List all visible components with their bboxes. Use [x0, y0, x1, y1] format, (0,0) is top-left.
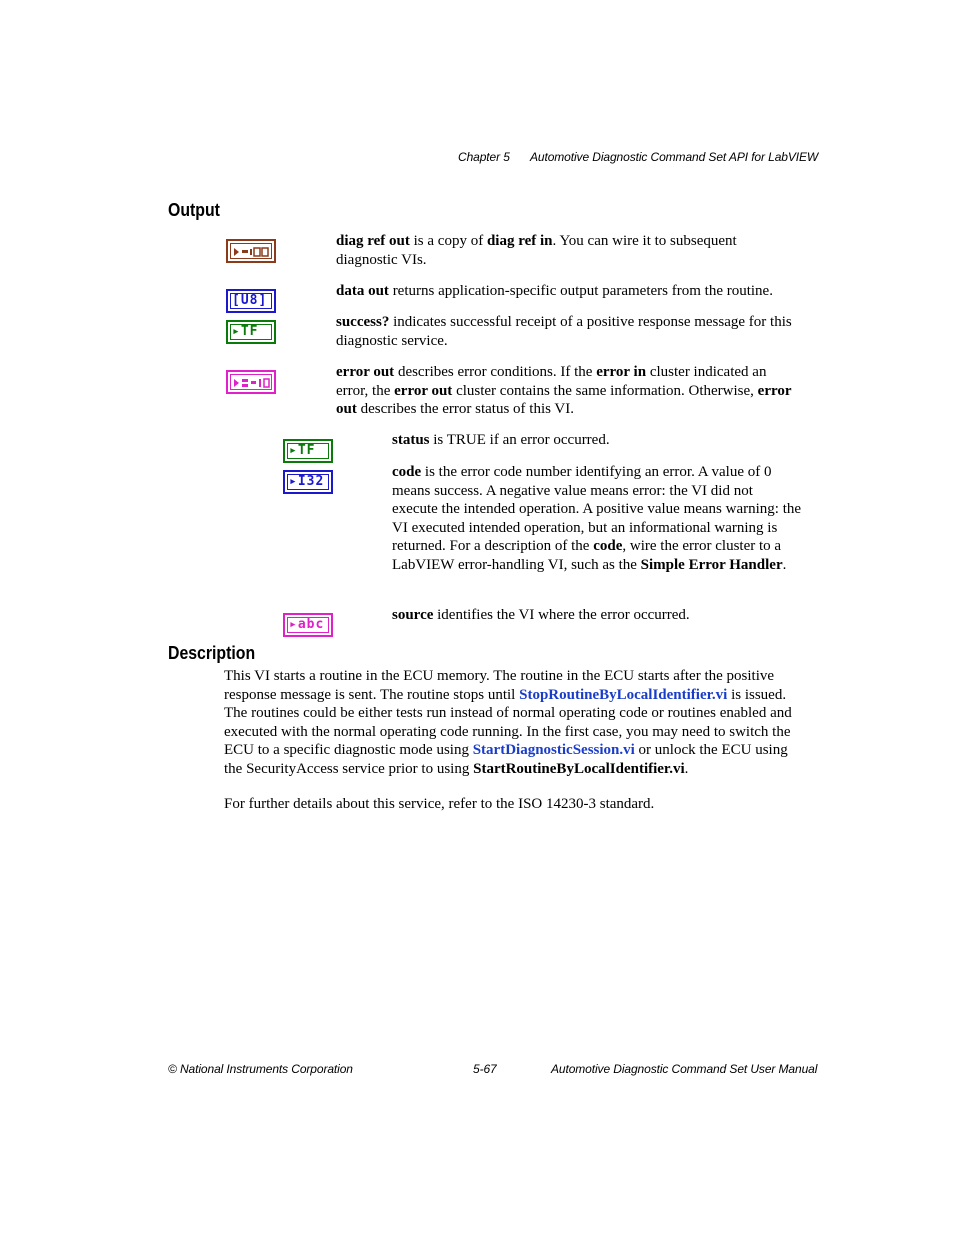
- code-icon-label: ▸I32: [289, 474, 325, 489]
- description-paragraph-1: [224, 667, 802, 779]
- header-title: Automotive Diagnostic Command Set API for LabVIEW: [530, 150, 819, 164]
- desc-text: cluster indicated an error, the: [336, 364, 767, 399]
- error-cluster-glyph-icon: [234, 378, 272, 388]
- link-stop-routine[interactable]: StopRoutineByLocalIdentifier.vi: [519, 686, 728, 703]
- status-desc: [392, 431, 802, 450]
- desc-text: or unlock the ECU using the SecurityAccess service prior to using: [224, 742, 788, 777]
- string-terminal-icon: [283, 613, 333, 637]
- source-desc: [392, 606, 802, 625]
- error-cluster-icon: [226, 370, 276, 394]
- diag-ref-out-desc: [336, 232, 800, 269]
- cluster-glyph-icon: [234, 247, 272, 257]
- desc-text: is a copy of: [409, 233, 487, 249]
- desc-text: indicates successful receipt of a positive response message for this diagnostic service.: [336, 314, 792, 349]
- term-status: status: [392, 432, 430, 448]
- u8-array-terminal-icon: [226, 289, 276, 313]
- desc-text: is issued. The routines could be either tests run instead of normal operating code or routines enabled and executed with the normal operating code running. In the first case, you may need to switch the ECU to a specific diagnostic mode using: [224, 686, 792, 759]
- source-icon-label: ▸abc: [289, 617, 325, 632]
- error-out-desc: [336, 363, 800, 419]
- term-error-out: error out: [336, 364, 395, 380]
- footer-manual-title: Automotive Diagnostic Command Set User Manual: [551, 1062, 818, 1076]
- success-icon-label: ▸TF: [232, 324, 259, 339]
- desc-text: is the error code number identifying an error. A value of 0 means success. A negative value means error: the VI did not execute the intended operation. A positive value means warning: the VI executed intended operation, but an informational warning is returned. For a description of the: [392, 464, 802, 555]
- desc-text: describes the error status of this VI.: [356, 401, 575, 418]
- ref-simple-error-handler: Simple Error Handler: [640, 556, 783, 573]
- status-icon-label: ▸TF: [289, 443, 316, 458]
- ref-code: code: [593, 538, 623, 555]
- desc-text: , wire the error cluster to a LabVIEW error-handling VI, such as the: [392, 538, 782, 573]
- link-start-diagnostic-session[interactable]: StartDiagnosticSession.vi: [472, 742, 635, 759]
- ref-error-out-2: error out: [336, 382, 792, 418]
- data-out-desc: [336, 282, 800, 301]
- code-desc: [392, 463, 802, 575]
- desc-text: is TRUE if an error occurred.: [429, 432, 610, 448]
- desc-text: cluster contains the same information. Otherwise,: [452, 382, 758, 399]
- ref-start-routine: StartRoutineByLocalIdentifier.vi: [473, 760, 685, 777]
- footer-copyright: © National Instruments Corporation: [168, 1062, 353, 1076]
- description-paragraph-2: For further details about this service, refer to the ISO 14230-3 standard.: [224, 796, 655, 812]
- desc-text: identifies the VI where the error occurred.: [433, 607, 690, 623]
- desc-text: .: [684, 760, 689, 777]
- success-desc: [336, 313, 800, 350]
- ref-error-in: error in: [596, 364, 647, 380]
- desc-text: returns application-specific output parameters from the routine.: [388, 283, 773, 299]
- boolean-terminal-icon: [226, 320, 276, 344]
- desc-text: . You can wire it to subsequent diagnostic VIs.: [336, 233, 737, 268]
- term-code: code: [392, 464, 422, 480]
- term-data-out: data out: [336, 283, 389, 299]
- desc-text: This VI starts a routine in the ECU memory. The routine in the ECU starts after the positive response message is sent. The routine stops until: [224, 668, 775, 703]
- header-chapter: Chapter 5: [458, 150, 510, 164]
- term-source: source: [392, 607, 434, 623]
- output-heading: Output: [168, 200, 220, 220]
- term-diag-ref-out: diag ref out: [336, 233, 410, 249]
- ref-error-out: error out: [394, 382, 453, 399]
- status-boolean-icon: [283, 439, 333, 463]
- desc-text: .: [782, 556, 787, 573]
- data-out-icon-label: [U8]: [232, 293, 268, 308]
- footer-page-number: 5-67: [473, 1062, 497, 1076]
- description-heading: Description: [168, 643, 256, 663]
- desc-text: describes error conditions. If the: [394, 364, 597, 380]
- term-success: success?: [336, 314, 390, 330]
- cluster-terminal-icon: [226, 239, 276, 263]
- i32-numeric-icon: [283, 470, 333, 494]
- ref-diag-ref-in: diag ref in: [486, 233, 553, 249]
